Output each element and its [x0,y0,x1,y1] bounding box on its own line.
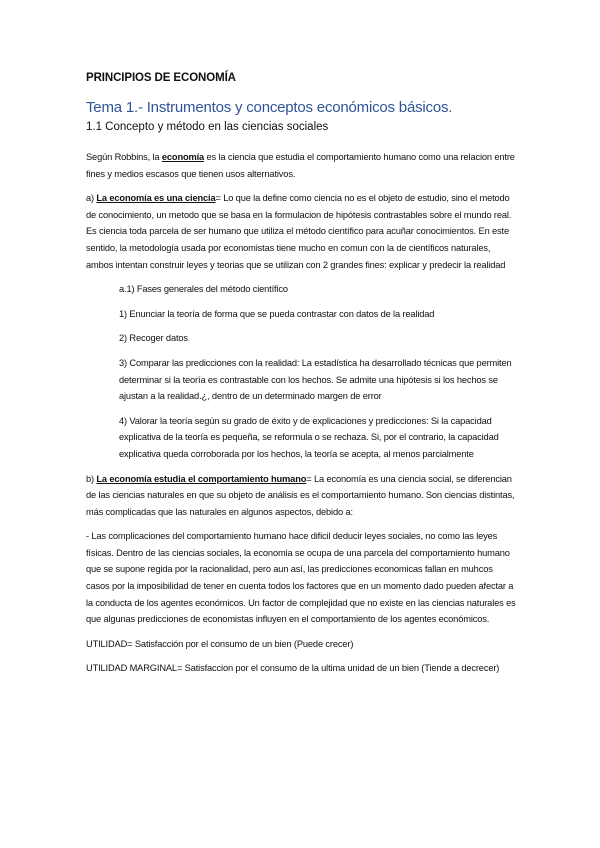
method-step-2: 2) Recoger datos [119,333,188,344]
method-step-3: 3) Comparar las predicciones con la realidad: La estadística ha desarrollado técnicas que permiten determinar si la teoría es contrastable con los hechos. Se admite una hipótesis si los hechos se ajustan a la realidad.¿, dentro de un determinado margen de error [119,357,512,402]
document-body [86,72,516,685]
section-a-paragraph [86,190,516,273]
section-a-label: a) [86,193,94,204]
method-phases-title: a.1) Fases generales del método científico [119,284,288,295]
section-b-heading: La economía estudia el comportamiento humano [96,473,307,484]
method-step-1: 1) Enunciar la teoría de forma que se pueda contrastar con datos de la realidad [119,308,435,319]
section-b-paragraph [86,471,516,521]
section-heading: 1.1 Concepto y método en las ciencias sociales [86,121,329,133]
intro-pre: Según Robbins, la [86,152,162,162]
utilidad-marginal-definition: UTILIDAD MARGINAL= Satisfaccion por el consumo de la ultima unidad de un bien (Tiende a decrecer) [86,663,500,674]
intro-term: economía [161,152,205,162]
method-step-4: 4) Valorar la teoría según su grado de éxito y de explicaciones y predicciones: Si la capacidad explicativa de la teoría es pequeña, se reformula o se rechaza. Si, por el contrario, la capacidad explicativa queda corroborada por los hechos, la teoría se acepta, al menos parcialmente [119,415,499,459]
section-b-text: = La economía es una ciencia social, se diferencian de las ciencias naturales en que su objeto de análisis es el comportamiento humano. Son ciencias distintas, más complicadas que las naturales en algunos aspectos, debido a: [86,473,515,517]
section-a-heading: La economía es una ciencia [96,193,216,204]
section-a-text: = Lo que la define como ciencia no es el objeto de estudio, sino el metodo de conocimiento, un metodo que se basa en la formulacion de hipótesis contrastables sobre el mundo real. Es ciencia toda parcela de ser humano que utiliza el método científico para acuñar conocimientos. En este sentido, la metodología usada por economistas tiene mucho en comun con la de científicos naturales, ambos intentan construir leyes y teorias que se utilizan con 2 grandes fines: explicar y predecir la realidad [86,193,512,270]
complications-paragraph: - Las complicaciones del comportamiento humano hace dificil deducir leyes sociales, no como las leyes físicas. Dentro de las ciencias sociales, la economia se ocupa de una parcela del comportamiento humano que se supone regida por la racionalidad, pero aun así, las predicciones economicas fallan en muhcos casos por la imposibilidad de tener en cuenta todos los factores que en un momento dado pueden afectar a la conducta de los agentes económicos. Un factor de complejidad que no existe en las ciencias naturales es que algunas predicciones de economistas influyen en el comportamiento de los agentes económicos. [86,531,516,625]
section-b-label: b) [86,473,94,484]
utilidad-definition: UTILIDAD= Satisfacción por el consumo de un bien (Puede crecer) [86,638,354,649]
intro-post: es la ciencia que estudia el comportamiento humano como una relacion entre fines y medios escasos que tienen usos alternativos. [86,152,515,179]
document-title: PRINCIPIOS DE ECONOMÍA [86,72,236,84]
tema-heading: Tema 1.- Instrumentos y conceptos económicos básicos. [86,99,453,116]
intro-paragraph [86,149,516,182]
